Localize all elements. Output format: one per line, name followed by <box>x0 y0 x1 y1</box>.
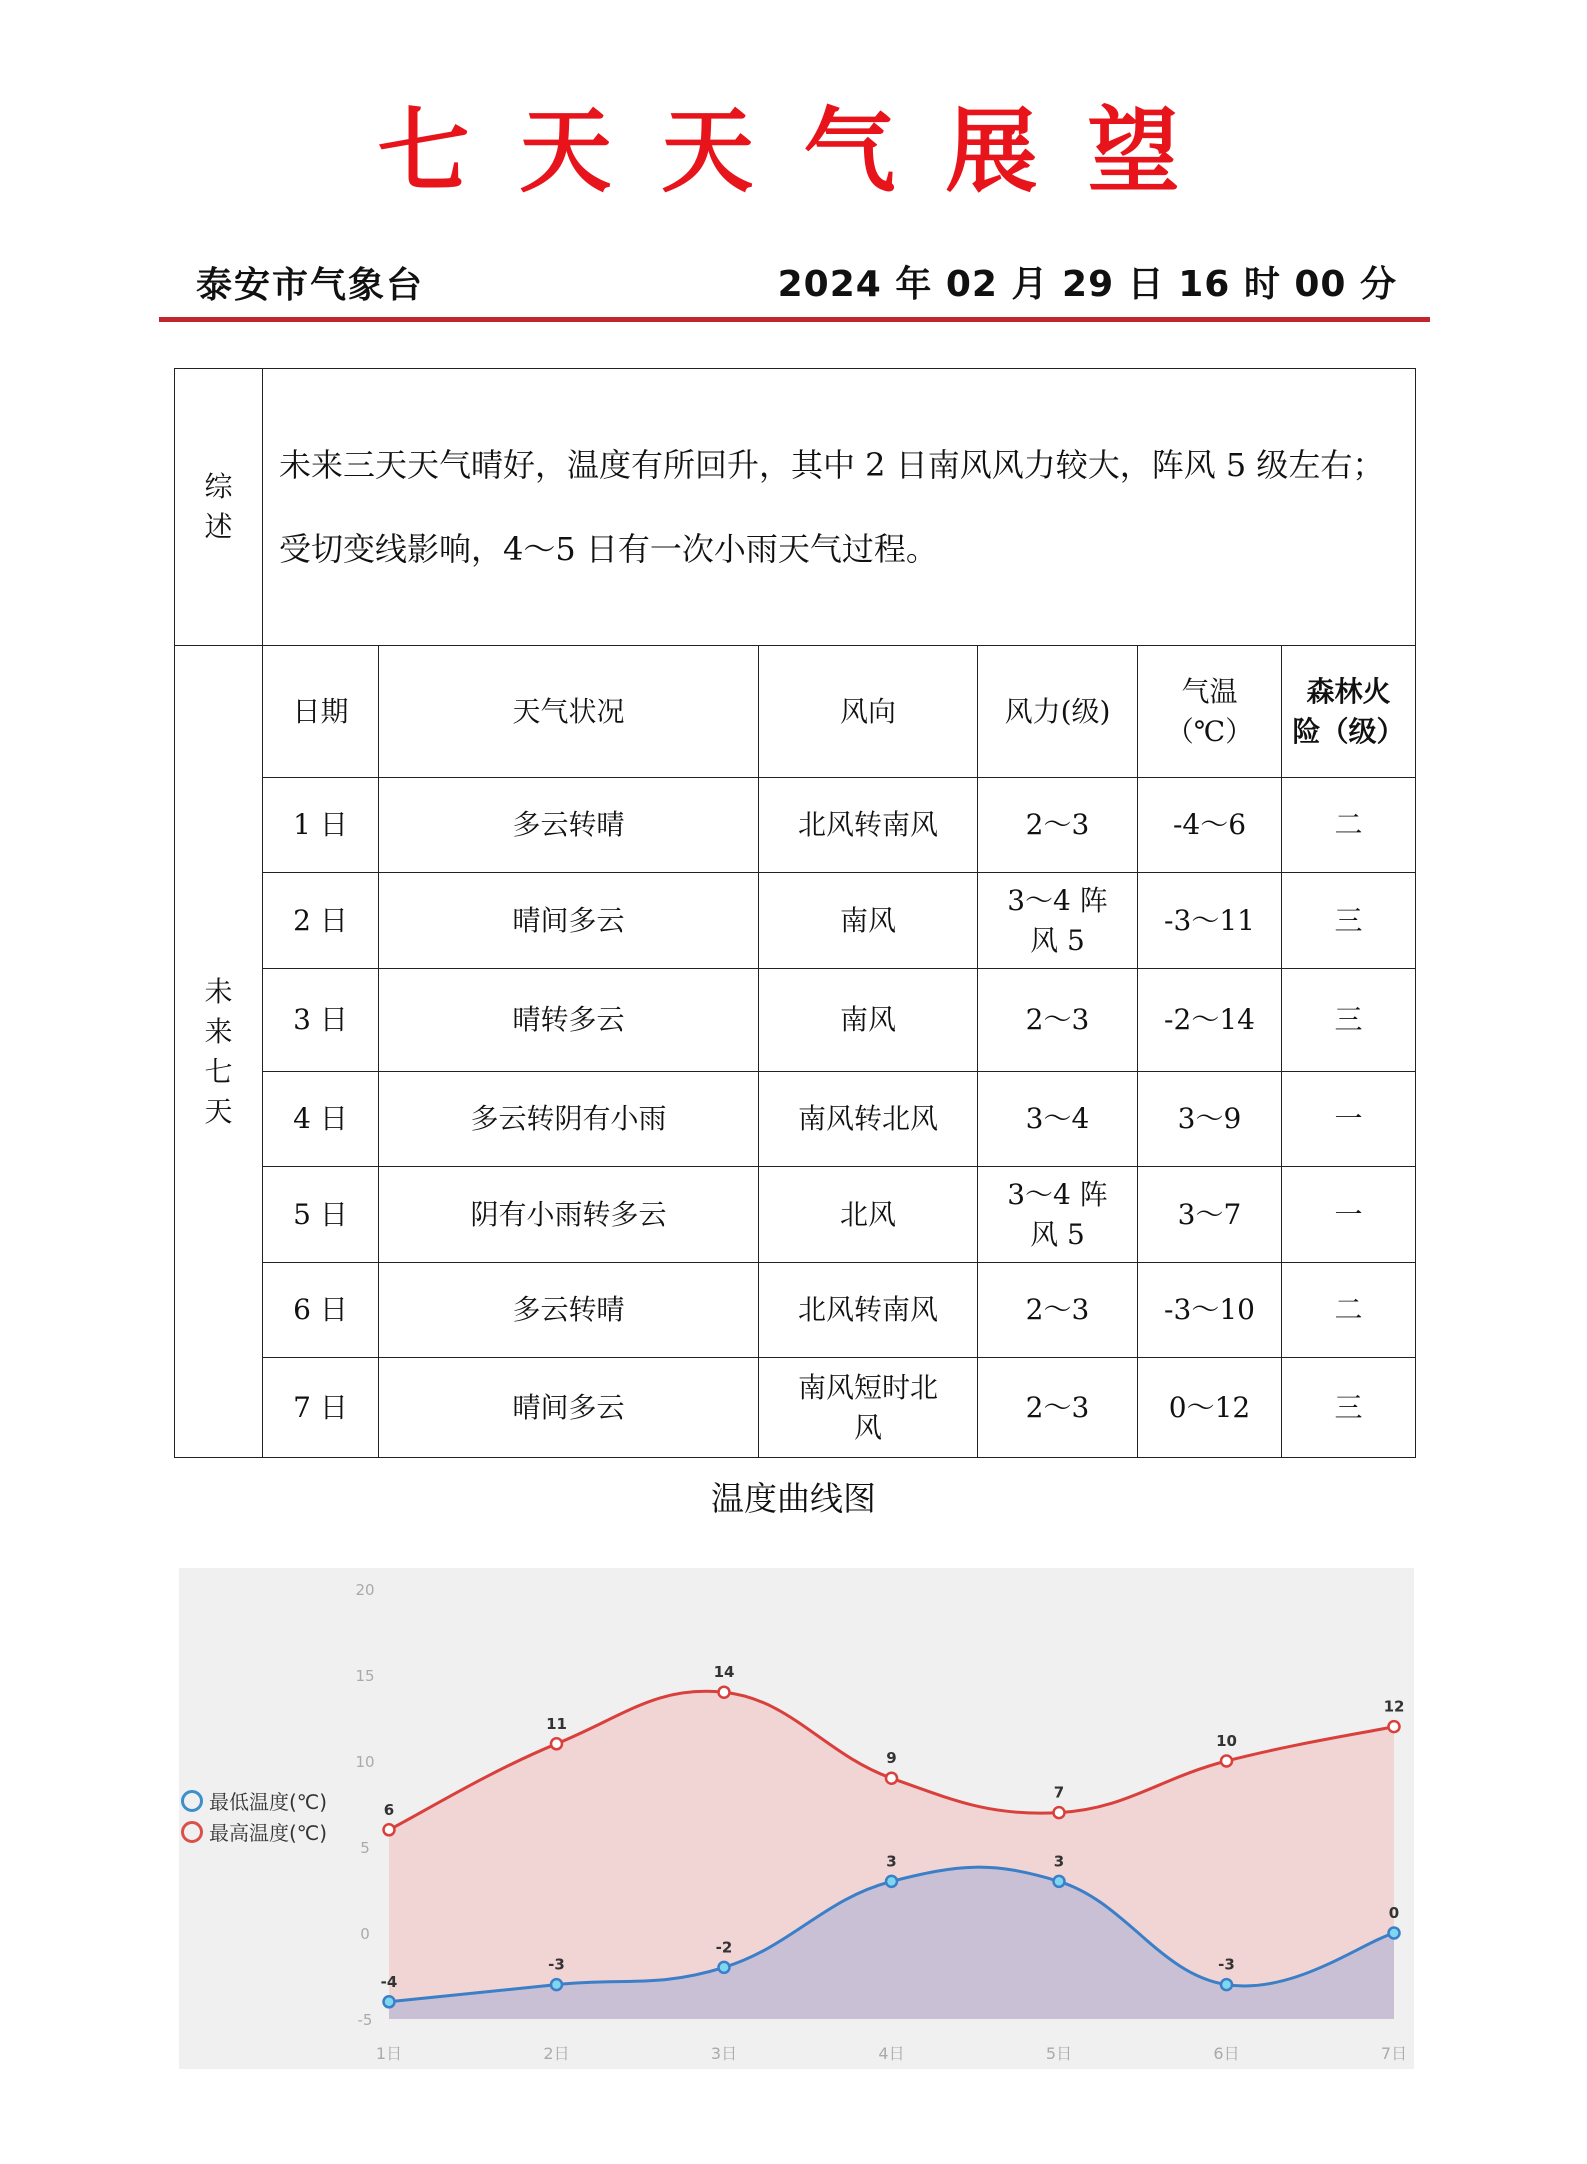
cell-wind-direction: 南风短时北风 <box>759 1358 978 1458</box>
seven-day-label-char: 七 <box>204 1054 233 1088</box>
min-temp-point[interactable] <box>551 1979 562 1990</box>
cell-date: 5 日 <box>263 1167 379 1263</box>
cell-weather: 多云转晴 <box>379 1263 759 1358</box>
summary-row <box>175 369 1416 646</box>
issuing-organization: 泰安市气象台 <box>196 264 425 306</box>
cell-date: 3 日 <box>263 969 379 1072</box>
max-temp-point[interactable] <box>1389 1721 1400 1732</box>
x-tick-label: 4日 <box>878 2044 905 2063</box>
legend-item-max[interactable] <box>181 1816 327 1847</box>
max-temp-value-label: 10 <box>1216 1732 1237 1750</box>
cell-wind-force: 3～4 阵风 5 <box>978 873 1138 969</box>
column-header-wind-force: 风力(级) <box>978 646 1138 778</box>
y-tick-label: 10 <box>355 1753 375 1771</box>
cell-fire-risk: 三 <box>1282 1358 1416 1458</box>
min-temp-value-label: -4 <box>380 1972 398 1991</box>
column-header-fire-risk <box>1282 646 1416 778</box>
x-tick-label: 2日 <box>543 2044 570 2063</box>
summary-label-char: 综 <box>204 470 233 503</box>
cell-temperature: -2～14 <box>1138 969 1282 1072</box>
cell-temperature: -4～6 <box>1138 778 1282 873</box>
seven-day-label <box>175 646 263 1458</box>
max-temp-point[interactable] <box>719 1687 730 1698</box>
column-header-wind-direction: 风向 <box>759 646 978 778</box>
cell-temperature: -3～10 <box>1138 1263 1282 1358</box>
y-tick-label: 20 <box>355 1581 375 1599</box>
max-temp-point[interactable] <box>1054 1807 1065 1818</box>
cell-wind-force: 2～3 <box>978 1358 1138 1458</box>
cell-wind-direction: 南风 <box>759 873 978 969</box>
column-header-line: （℃） <box>1165 714 1254 748</box>
column-header-weather: 天气状况 <box>379 646 759 778</box>
summary-label <box>175 369 263 646</box>
cell-temperature: 3～9 <box>1138 1072 1282 1167</box>
table-row <box>175 1358 1416 1458</box>
cell-date: 1 日 <box>263 778 379 873</box>
column-header-line: 森林火 <box>1306 674 1391 708</box>
legend-min-circle-icon <box>181 1790 203 1812</box>
x-tick-label: 3日 <box>710 2044 738 2063</box>
cell-date: 4 日 <box>263 1072 379 1167</box>
cell-wind-direction: 北风转南风 <box>759 1263 978 1358</box>
cell-weather: 晴间多云 <box>379 873 759 969</box>
legend-item-min[interactable] <box>181 1785 327 1816</box>
cell-weather: 晴间多云 <box>379 1358 759 1458</box>
header-divider <box>159 317 1430 322</box>
cell-weather: 多云转阴有小雨 <box>379 1072 759 1167</box>
cell-temperature: 0～12 <box>1138 1358 1282 1458</box>
y-tick-label: -5 <box>357 2011 373 2029</box>
forecast-table <box>174 368 1416 1458</box>
max-temp-value-label: 7 <box>1053 1783 1065 1802</box>
min-temp-value-label: -2 <box>715 1938 733 1957</box>
cell-date: 6 日 <box>263 1263 379 1358</box>
table-row <box>175 873 1416 969</box>
cell-wind-direction: 南风转北风 <box>759 1072 978 1167</box>
min-temp-point[interactable] <box>1054 1876 1065 1887</box>
min-temp-value-label: 0 <box>1388 1904 1400 1922</box>
y-tick-label: 15 <box>355 1667 375 1685</box>
min-temp-value-label: 3 <box>886 1852 897 1871</box>
chart-caption: 温度曲线图 <box>711 1479 876 1518</box>
cell-weather: 阴有小雨转多云 <box>379 1167 759 1263</box>
cell-fire-risk: 三 <box>1282 873 1416 969</box>
legend-min-label: 最低温度(℃) <box>209 1790 328 1814</box>
max-temp-value-label: 9 <box>886 1749 897 1768</box>
cell-temperature: 3～7 <box>1138 1167 1282 1263</box>
max-temp-point[interactable] <box>1221 1756 1232 1767</box>
cell-date: 7 日 <box>263 1358 379 1458</box>
cell-weather: 晴转多云 <box>379 969 759 1072</box>
y-tick-label: 5 <box>360 1839 370 1857</box>
cell-date: 2 日 <box>263 873 379 969</box>
column-header-line: 险（级） <box>1292 714 1405 748</box>
x-tick-label: 7日 <box>1380 2044 1408 2063</box>
table-header-row <box>175 646 1416 778</box>
x-tick-label: 5日 <box>1045 2044 1073 2063</box>
max-temp-value-label: 11 <box>546 1714 567 1733</box>
cell-fire-risk: 三 <box>1282 969 1416 1072</box>
max-temp-value-label: 12 <box>1383 1697 1405 1716</box>
column-header-temperature <box>1138 646 1282 778</box>
cell-weather: 多云转晴 <box>379 778 759 873</box>
min-temp-value-label: 3 <box>1053 1852 1065 1871</box>
issue-datetime: 2024 年 02 月 29 日 16 时 00 分 <box>777 264 1397 305</box>
column-header-line: 气温 <box>1181 674 1238 708</box>
y-tick-label: 0 <box>360 1925 370 1943</box>
min-temp-point[interactable] <box>1389 1928 1400 1939</box>
table-row <box>175 969 1416 1072</box>
max-temp-point[interactable] <box>551 1738 562 1749</box>
temperature-chart <box>179 1568 1414 2069</box>
cell-fire-risk: 二 <box>1282 778 1416 873</box>
min-temp-point[interactable] <box>384 1996 395 2007</box>
max-temp-point[interactable] <box>384 1824 395 1835</box>
table-row <box>175 1167 1416 1263</box>
min-temp-value-label: -3 <box>1218 1955 1235 1974</box>
seven-day-label-char: 天 <box>204 1094 233 1128</box>
x-tick-label: 1日 <box>375 2044 403 2063</box>
legend-max-circle-icon <box>181 1821 203 1843</box>
min-temp-point[interactable] <box>1221 1979 1232 1990</box>
table-row <box>175 1263 1416 1358</box>
column-header-date: 日期 <box>263 646 379 778</box>
seven-day-label-char: 来 <box>204 1014 233 1048</box>
max-temp-value-label: 14 <box>713 1663 735 1682</box>
page-title: 七天天气展望 <box>377 97 1230 205</box>
table-row <box>175 1072 1416 1167</box>
seven-day-label-char: 未 <box>204 974 233 1008</box>
cell-wind-direction: 北风 <box>759 1167 978 1263</box>
max-temp-value-label: 6 <box>383 1800 395 1819</box>
cell-wind-force: 2～3 <box>978 969 1138 1072</box>
summary-text: 未来三天天气晴好，温度有所回升，其中 2 日南风风力较大，阵风 5 级左右；受切变线影响，4～5 日有一次小雨天气过程。 <box>263 369 1416 646</box>
min-temp-point[interactable] <box>719 1962 730 1973</box>
cell-wind-force: 2～3 <box>978 1263 1138 1358</box>
cell-fire-risk: 二 <box>1282 1263 1416 1358</box>
min-temp-value-label: -3 <box>548 1955 565 1974</box>
cell-fire-risk: 一 <box>1282 1072 1416 1167</box>
cell-fire-risk: 一 <box>1282 1167 1416 1263</box>
cell-wind-direction: 南风 <box>759 969 978 1072</box>
cell-wind-force: 3～4 <box>978 1072 1138 1167</box>
summary-label-char: 述 <box>204 510 233 543</box>
cell-wind-force: 2～3 <box>978 778 1138 873</box>
cell-temperature: -3～11 <box>1138 873 1282 969</box>
temperature-chart-plot <box>179 1568 1414 2069</box>
min-temp-point[interactable] <box>886 1876 897 1887</box>
cell-wind-force: 3～4 阵风 5 <box>978 1167 1138 1263</box>
max-temp-point[interactable] <box>886 1773 897 1784</box>
table-row <box>175 778 1416 873</box>
cell-wind-direction: 北风转南风 <box>759 778 978 873</box>
chart-legend <box>181 1785 327 1847</box>
x-tick-label: 6日 <box>1213 2044 1240 2063</box>
legend-max-label: 最高温度(℃) <box>209 1821 328 1845</box>
